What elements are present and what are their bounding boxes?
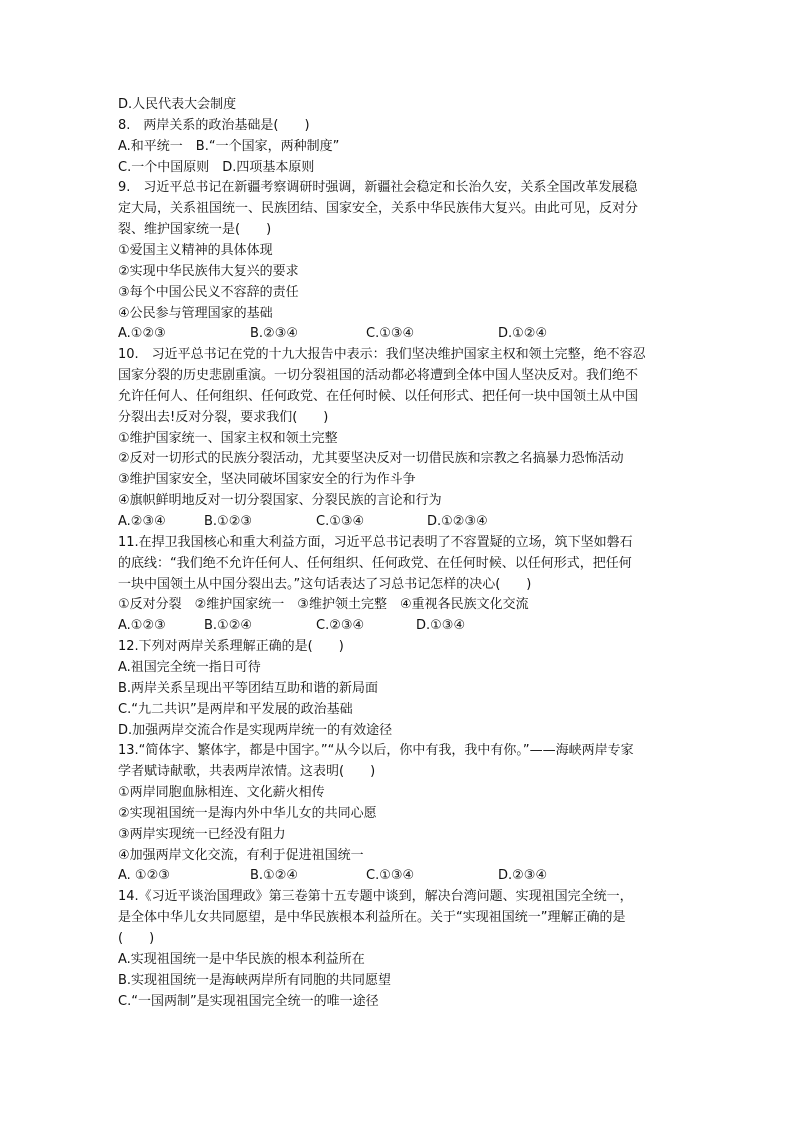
answer-option: A.①②③ bbox=[118, 618, 166, 633]
answer-option: B.①②③ bbox=[204, 514, 253, 529]
answer-option: D.①②③④ bbox=[427, 514, 488, 529]
text-line: ①爱国主义精神的具体体现 bbox=[118, 243, 273, 258]
text-line: A.祖国完全统一指日可待 bbox=[118, 660, 261, 675]
text-line: 分裂出去!反对分裂，要求我们( ) bbox=[118, 410, 329, 425]
text-line: C.一个中国原则 D.四项基本原则 bbox=[118, 160, 315, 175]
text-line: D.人民代表大会制度 bbox=[118, 97, 237, 112]
answer-option: C.①③④ bbox=[366, 326, 415, 341]
text-line: A.实现祖国统一是中华民族的根本利益所在 bbox=[118, 952, 365, 967]
text-line: 一块中国领土从中国分裂出去。”这句话表达了习总书记怎样的决心( ) bbox=[118, 577, 532, 592]
text-line: ③每个中国公民义不容辞的责任 bbox=[118, 285, 299, 300]
text-line: ③维护国家安全，坚决同破坏国家安全的行为作斗争 bbox=[118, 472, 416, 487]
text-line: B.实现祖国统一是海峡两岸所有同胞的共同愿望 bbox=[118, 973, 392, 988]
answer-option: D.①③④ bbox=[416, 618, 466, 633]
answer-option: A.①②③ bbox=[118, 326, 166, 341]
text-line: 裂、维护国家统一是( ) bbox=[118, 222, 272, 237]
text-line: ②实现中华民族伟大复兴的要求 bbox=[118, 264, 299, 279]
text-line: ④加强两岸文化交流，有利于促进祖国统一 bbox=[118, 848, 364, 863]
text-line: ②反对一切形式的民族分裂活动，尤其要坚决反对一切借民族和宗教之名搞暴力恐怖活动 bbox=[118, 451, 624, 466]
text-line: C.“九二共识”是两岸和平发展的政治基础 bbox=[118, 702, 353, 717]
text-line: A.和平统一 B.“一个国家，两种制度” bbox=[118, 139, 340, 154]
text-line: 14.《习近平谈治国理政》第三卷第十五专题中谈到，解决台湾问题、实现祖国完全统一， bbox=[118, 889, 633, 904]
text-line: B.两岸关系呈现出平等团结互助和谐的新局面 bbox=[118, 681, 379, 696]
text-line: 是全体中华儿女共同愿望，是中华民族根本利益所在。关于“实现祖国统一”理解正确的是 bbox=[118, 910, 626, 925]
text-line: 10. 习近平总书记在党的十九大报告中表示：我们坚决维护国家主权和领土完整，绝不容忍 bbox=[118, 347, 646, 362]
answer-option: C.②③④ bbox=[316, 618, 365, 633]
text-line: 13.“简体字、繁体字，都是中国字。”“从今以后，你中有我，我中有你。”——海峡两岸专家 bbox=[118, 743, 634, 758]
text-line: 定大局，关系祖国统一、民族团结、国家安全，关系中华民族伟大复兴。由此可见，反对分 bbox=[118, 201, 639, 216]
text-line: ④旗帜鲜明地反对一切分裂国家、分裂民族的言论和行为 bbox=[118, 493, 442, 508]
text-line: 学者赋诗献歌，共表两岸浓情。这表明( ) bbox=[118, 764, 376, 779]
text-line: 的底线：“我们绝不允许任何人、任何组织、任何政党、在任何时候、以任何形式，把任何 bbox=[118, 556, 632, 571]
answer-option: B.①②④ bbox=[204, 618, 253, 633]
text-line: ①维护国家统一、国家主权和领土完整 bbox=[118, 431, 338, 446]
text-line: 12.下列对两岸关系理解正确的是( ) bbox=[118, 639, 344, 654]
answer-option: C.①③④ bbox=[366, 868, 415, 883]
answer-option: A.②③④ bbox=[118, 514, 166, 529]
text-line: D.加强两岸交流合作是实现两岸统一的有效途径 bbox=[118, 723, 393, 738]
text-line: ④公民参与管理国家的基础 bbox=[118, 306, 273, 321]
text-line: C.“一国两制”是实现祖国完全统一的唯一途径 bbox=[118, 994, 379, 1009]
answer-option: D.②③④ bbox=[498, 868, 548, 883]
answer-option: C.①③④ bbox=[316, 514, 365, 529]
answer-option: D.①②④ bbox=[498, 326, 548, 341]
answer-option: B.①②④ bbox=[250, 868, 299, 883]
text-line: ( ) bbox=[118, 931, 155, 946]
answer-option: A. ①②③ bbox=[118, 868, 170, 883]
text-line: ①两岸同胞血脉相连、文化薪火相传 bbox=[118, 785, 325, 800]
text-line: ③两岸实现统一已经没有阻力 bbox=[118, 827, 286, 842]
text-line: 11.在捍卫我国核心和重大利益方面，习近平总书记表明了不容置疑的立场，筑下坚如磐石 bbox=[118, 535, 633, 550]
text-line: ①反对分裂 ②维护国家统一 ③维护领土完整 ④重视各民族文化交流 bbox=[118, 597, 529, 612]
answer-option: B.②③④ bbox=[250, 326, 299, 341]
text-line: 允许任何人、任何组织、任何政党、在任何时候、以任何形式、把任何一块中国领土从中国 bbox=[118, 389, 639, 404]
text-line: 9. 习近平总书记在新疆考察调研时强调，新疆社会稳定和长治久安，关系全国改革发展稳 bbox=[118, 180, 638, 195]
text-line: 8. 两岸关系的政治基础是( ) bbox=[118, 118, 310, 133]
text-line: 国家分裂的历史悲剧重演。一切分裂祖国的活动都必将遭到全体中国人坚决反对。我们绝不 bbox=[118, 368, 639, 383]
text-line: ②实现祖国统一是海内外中华儿女的共同心愿 bbox=[118, 806, 377, 821]
